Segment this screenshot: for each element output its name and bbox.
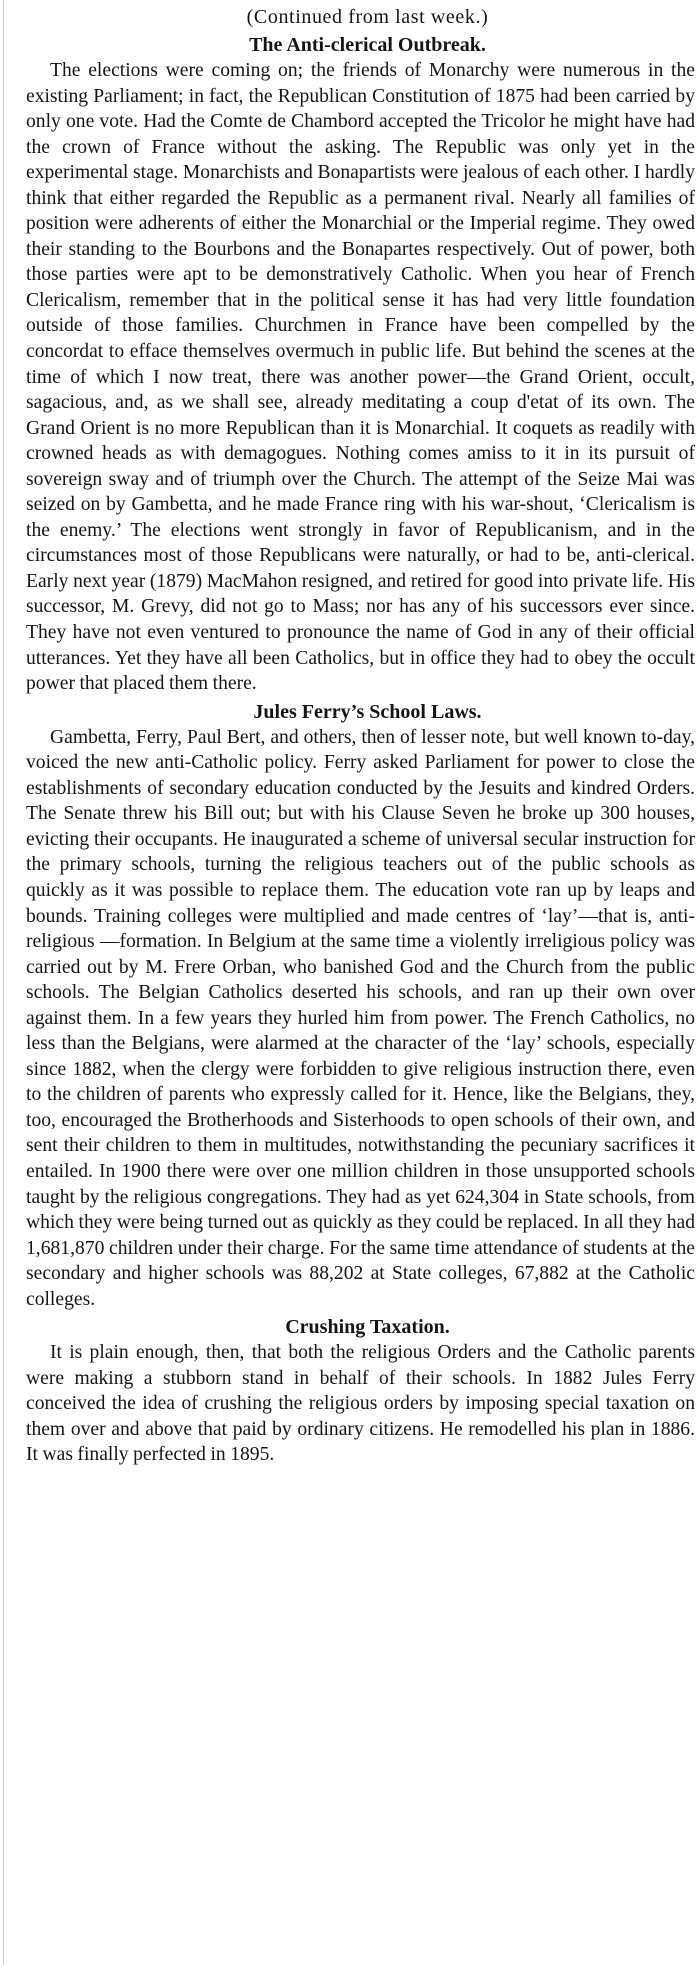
article-section-school-laws (26, 699, 695, 1313)
section-heading: Crushing Taxation. (285, 1316, 450, 1339)
continued-note: (Continued from last week.) (246, 6, 489, 28)
section-heading: The Anti-clerical Outbreak. (249, 34, 486, 56)
section-paragraph: Gambetta, Ferry, Paul Bert, and others, then of lesser note, but well known to-day, voiced the new anti-Catholic policy. Ferry asked Parliament for power to close the establishments of secondary education conducted by the Jesuits and kindred Orders. The Senate threw his Bill out; but with his Clause Seven he broke up 300 houses, evicting their occupants. He inaugurated a scheme of universal secular instruction for the primary schools, turning the religious teachers out of the public schools as quickly as it was possible to replace them. The education vote ran up by leaps and bounds. Training colleges were multiplied and made centres of ‘lay’—that is, anti-religious —formation. In Belgium at the same time a violently irreligious policy was carried out by M. Frere Orban, who banished God and the Church from the public schools. The Belgian Catholics deserted his schools, and ran up their own over against them. In a few years they hurled him from power. The French Catholics, no less than the Belgians, were alarmed at the character of the ‘lay’ schools, especially since 1882, when the clergy were forbidden to give religious instruction there, even to the children of parents who expressly called for it. Hence, like the Belgians, they, too, encouraged the Brotherhoods and Sisterhoods to open schools of their own, and sent their children to them in multitudes, notwithstanding the pecuniary sacrifices it entailed. In 1900 there were over one million children in those unsupported schools taught by the religious congregations. They had as yet 624,304 in State schools, from which they were being turned out as quickly as they could be replaced. In all they had 1,681,870 children under their charge. For the same time attendance of students at the secondary and higher schools was 88,202 at State colleges, 67,882 at the Catholic colleges. (26, 726, 695, 1310)
section-paragraph: It is plain enough, then, that both the religious Orders and the Catholic parents were making a stubborn stand in behalf of their schools. In 1882 Jules Ferry conceived the idea of crushing the religious orders by imposing special taxation on them over and above that paid by ordinary citizens. He remodelled his plan in 1886. It was finally perfected in 1895. (26, 1342, 695, 1466)
article-section-crushing-taxation (26, 1314, 695, 1468)
section-paragraph: The elections were coming on; the friends of Monarchy were numerous in the existing Parliament; in fact, the Republican Constitution of 1875 had been carried by only one vote. Had the Comte de Chambord accepted the Tricolor he might have had the crown of France without the asking. The Republic was only yet in the experimental stage. Monarchists and Bonapartists were jealous of each other. I hardly think that either regarded the Republic as a permanent rival. Nearly all families of position were adherents of either the Monarchial or the Imperial regime. They owed their standing to the Bourbons and the Bonapartes respectively. Out of power, both those parties were apt to be demonstratively Catholic. When you hear of French Clericalism, remember that in the political sense it has had very little foundation outside of those families. Churchmen in France have been compelled by the concordat to efface themselves overmuch in public life. But behind the scenes at the time of which I now treat, there was another power—the Grand Orient, occult, sagacious, and, as we shall see, already meditating a coup d'etat of its own. The Grand Orient is no more Republican than it is Monarchial. It coquets as readily with crowned heads as with demagogues. Nothing comes amiss to it in its pursuit of sovereign sway and of triumph over the Church. The attempt of the Seize Mai was seized on by Gambetta, and he made France ring with his war-shout, ‘Clericalism is the enemy.’ The elections went strongly in favor of Republicanism, and in the circumstances most of those Republicans were naturally, or had to be, anti-clerical. Early next year (1879) MacMahon resigned, and retired for good into private life. His successor, M. Grevy, did not go to Mass; nor has any of his successors ever since. They have not even ventured to pronounce the name of God in any of their official utterances. Yet they have all been Catholics, but in office they had to obey the occult power that placed them there. (26, 60, 695, 695)
article-section-anticlerical-outbreak (26, 32, 695, 697)
section-heading: Jules Ferry’s School Laws. (253, 700, 482, 723)
column-rule (3, 0, 4, 1965)
